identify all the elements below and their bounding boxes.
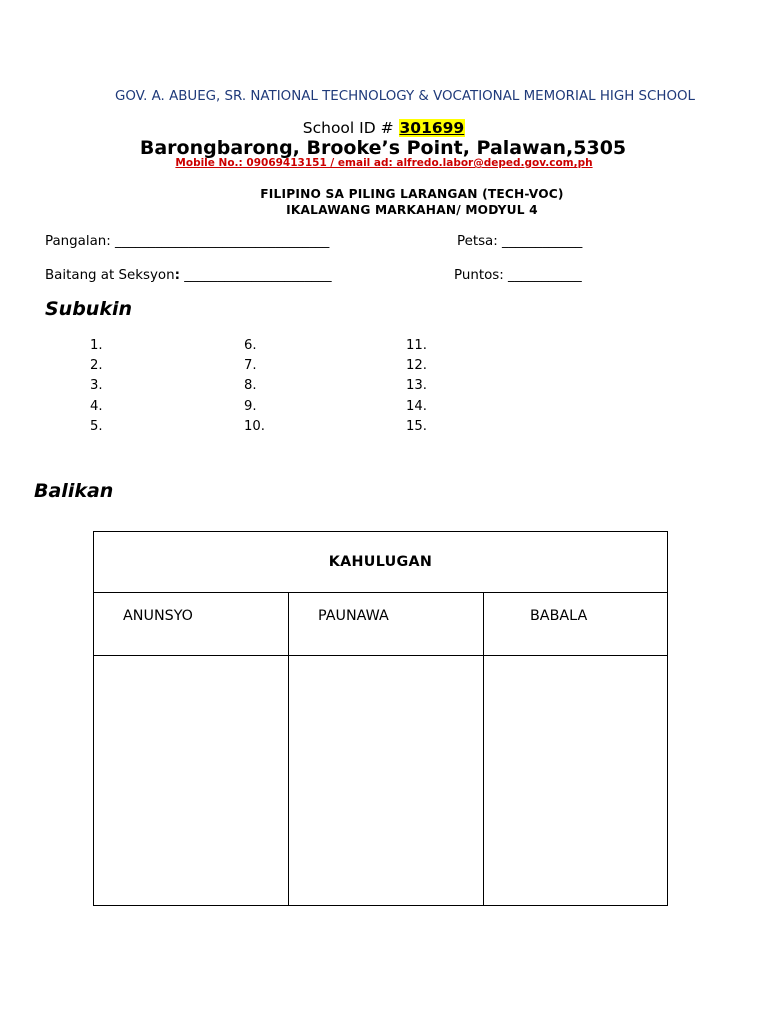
answer-number: 9. — [244, 398, 257, 414]
answer-number: 7. — [244, 358, 257, 374]
table-answer-row — [94, 656, 668, 906]
kahulugan-table — [93, 531, 668, 906]
answer-number: 15. — [406, 418, 427, 434]
balikan-title: Balikan — [34, 480, 114, 502]
answer-column-1 — [90, 336, 120, 437]
answer-number: 2. — [90, 358, 103, 374]
answer-number: 11. — [406, 338, 427, 353]
school-address: Barongbarong, Brooke’s Point, Palawan,5305 — [139, 137, 627, 159]
pangalan-field[interactable]: Pangalan: ________________________________ — [45, 234, 330, 249]
puntos-field[interactable]: Puntos: ___________ — [454, 268, 582, 283]
subukin-title: Subukin — [45, 298, 133, 320]
answer-number: 12. — [406, 358, 427, 374]
table-column-row — [94, 593, 668, 656]
answer-cell-paunawa[interactable] — [289, 656, 484, 906]
column-label: PAUNAWA — [318, 608, 389, 624]
answer-number: 1. — [90, 338, 103, 353]
school-id-label: School ID # — [302, 119, 399, 137]
answer-number: 13. — [406, 378, 427, 394]
column-label: ANUNSYO — [123, 608, 193, 624]
column-header-paunawa — [289, 593, 484, 656]
subject-title: FILIPINO SA PILING LARANGAN (TECH-VOC) — [260, 187, 564, 201]
answer-cell-babala[interactable] — [484, 656, 668, 906]
school-name: GOV. A. ABUEG, SR. NATIONAL TECHNOLOGY & VOCATIONAL MEMORIAL HIGH SCHOOL — [115, 89, 695, 104]
baitang-blank: ______________________ — [179, 268, 332, 283]
school-id-value: 301699 — [399, 119, 465, 137]
answer-number: 10. — [244, 418, 265, 434]
quarter-module: IKALAWANG MARKAHAN/ MODYUL 4 — [286, 203, 538, 217]
column-label: BABALA — [530, 608, 588, 624]
petsa-field[interactable]: Petsa: ____________ — [457, 234, 583, 249]
answer-number: 5. — [90, 418, 103, 434]
answer-number: 8. — [244, 378, 257, 394]
column-header-babala — [484, 593, 668, 656]
answer-column-2 — [244, 336, 274, 437]
answer-cell-anunsyo[interactable] — [94, 656, 289, 906]
answer-number: 6. — [244, 338, 257, 353]
kahulugan-header: KAHULUGAN — [94, 532, 668, 593]
answer-number: 14. — [406, 398, 427, 414]
school-id-line — [0, 119, 768, 137]
baitang-field[interactable] — [45, 268, 332, 283]
answer-column-3 — [406, 336, 436, 437]
answer-number: 4. — [90, 398, 103, 414]
contact-info: Mobile No.: 09069413151 / email ad: alfredo.labor@deped.gov.com,ph — [175, 157, 593, 169]
column-header-anunsyo — [94, 593, 289, 656]
table-header-row — [94, 532, 668, 593]
baitang-label: Baitang at Seksyon — [45, 268, 175, 283]
baitang-colon: : — [174, 268, 180, 283]
subject-heading — [0, 186, 768, 218]
answer-number: 3. — [90, 378, 103, 394]
